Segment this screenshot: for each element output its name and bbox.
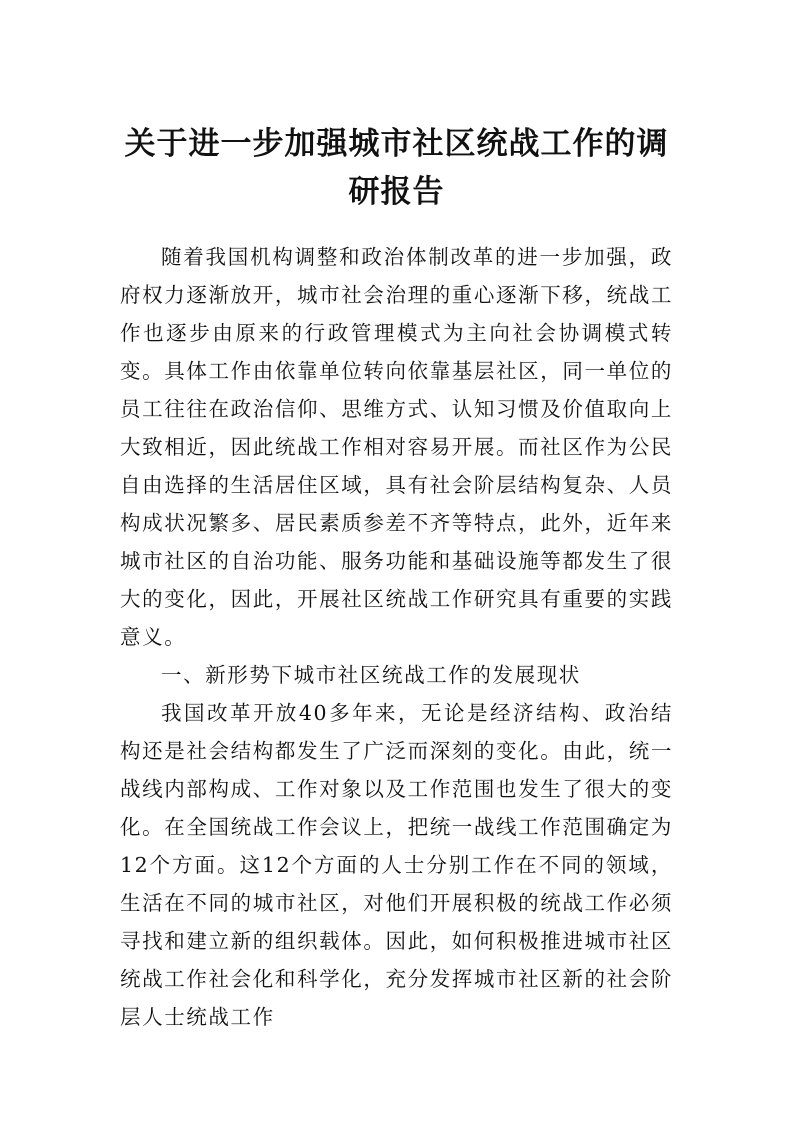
- document-body: [120, 238, 673, 1036]
- section-heading: 一、新形势下城市社区统战工作的发展现状: [161, 663, 581, 687]
- document-title: 关于进一步加强城市社区统战工作的调研报告: [124, 126, 669, 210]
- intro-paragraph: 随着我国机构调整和政治体制改革的进一步加强，政府权力逐渐放开，城市社会治理的重心逐渐下移，统战工作也逐步由原来的行政管理模式为主向社会协调模式转变。具体工作由依靠单位转向依靠基层社区，同一单位的员工往往在政治信仰、思维方式、认知习惯及价值取向上大致相近，因此统战工作相对容易开展。而社区作为公民自由选择的生活居住区域，具有社会阶层结构复杂、人员构成状况繁多、居民素质参差不齐等特点，此外，近年来城市社区的自治功能、服务功能和基础设施等都发生了很大的变化，因此，开展社区统战工作研究具有重要的实践意义。: [120, 245, 673, 649]
- section-paragraph: 我国改革开放40多年来，无论是经济结构、政治结构还是社会结构都发生了广泛而深刻的变化。由此，统一战线内部构成、工作对象以及工作范围也发生了很大的变化。在全国统战工作会议上，把统一战线工作范围确定为12个方面。这12个方面的人士分别工作在不同的领域，生活在不同的城市社区，对他们开展积极的统战工作必须寻找和建立新的组织载体。因此，如何积极推进城市社区统战工作社会化和科学化，充分发挥城市社区新的社会阶层人士统战工作: [120, 701, 673, 1029]
